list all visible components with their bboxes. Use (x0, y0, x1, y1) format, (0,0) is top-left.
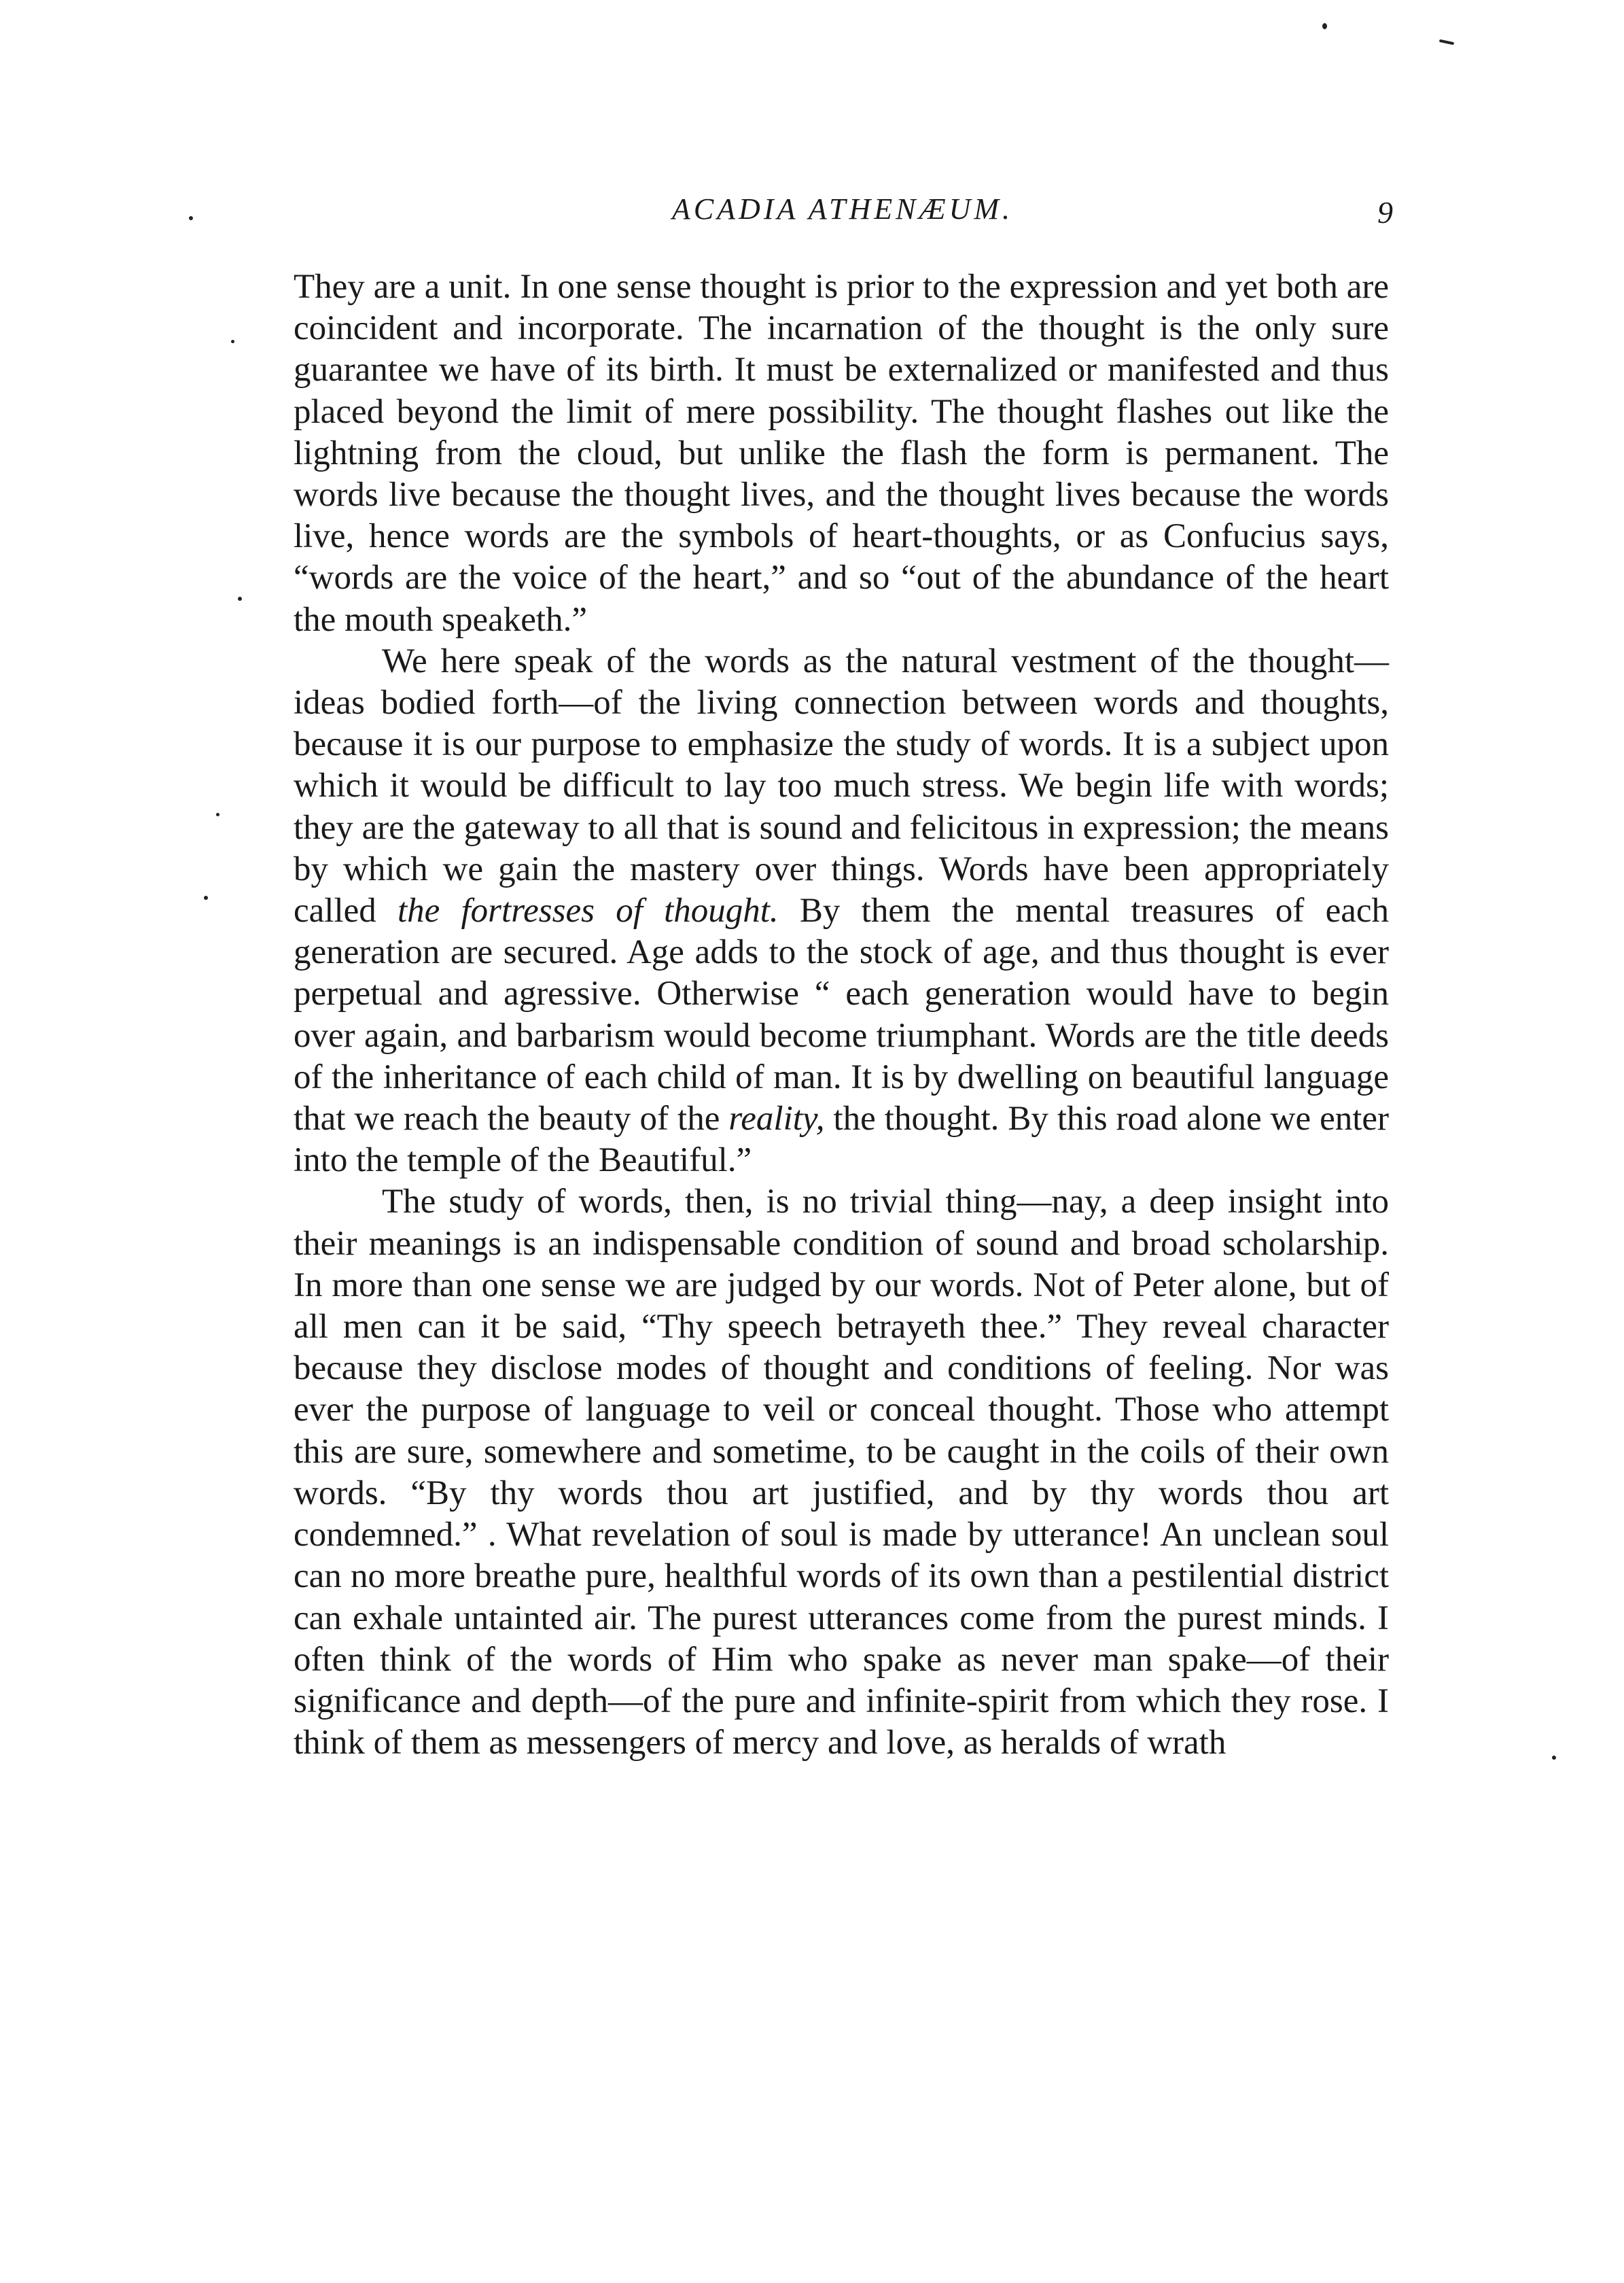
scan-speck (1322, 23, 1327, 29)
text-run: By them the mental treasures of each generation are secured. Age adds to the stock of age, and thus thought is ever perpetual and agressive. Otherwise “ each generation would have to begin over again, and barbarism would become triumphant. Words are the title deeds of the inheritance of each child of man. It is by dwelling on beautiful language that we reach the beauty of the (294, 892, 1389, 1138)
scan-speck (1439, 39, 1454, 45)
scan-speck (1552, 1756, 1556, 1760)
scan-speck (231, 340, 234, 343)
scan-speck (238, 597, 242, 601)
running-head (292, 192, 1393, 246)
running-title: ACADIA ATHENÆUM. (671, 192, 1014, 226)
body-text (294, 266, 1389, 1764)
scan-speck (216, 813, 219, 816)
text-run: They are a unit. In one sense thought is prior to the expression and yet both are coincident and incorporate. The incarnation of the thought is the only sure guarantee we have of its birth. It must be externalized or manifested and thus placed beyond the limit of mere possibility. The thought flashes out like the lightning from the cloud, but unlike the flash the form is permanent. The words live because the thought lives, and the thought lives because the words live, hence words are the symbols of heart-thoughts, or as Confucius says, “words are the voice of the heart,” and so “out of the abundance of the heart the mouth speaketh.” (294, 268, 1389, 639)
paragraph (294, 266, 1389, 641)
page-number: 9 (1377, 195, 1393, 230)
italic-phrase: the fortresses of thought. (397, 892, 779, 930)
text-run: We here speak of the words as the natural vestment of the thought—ideas bodied forth—of the living connection between words and thoughts, because it is our purpose to emphasize the study of words. It is a subject upon which it would be difficult to lay too much stress. We begin life with words; they are the gateway to all that is sound and felicitous in expression; the means by which we gain the mastery over things. Words have been appropriately called (294, 642, 1389, 930)
paragraph (294, 641, 1389, 1182)
text-run: The study of words, then, is no trivial thing—nay, a deep insight into their meanings is an indispensable condition of sound and broad scholarship. In more than one sense we are judged by our words. Not of Peter alone, but of all men can it be said, “Thy speech betrayeth thee.” They reveal character because they disclose modes of thought and conditions of feeling. Nor was ever the purpose of language to veil or conceal thought. Those who attempt this are sure, somewhere and sometime, to be caught in the coils of their own words. “By thy words thou art justified, and by thy words thou art condemned.” . What revelation of soul is made by utterance! An unclean soul can no more breathe pure, healthful words of its own than a pestilential district can exhale untainted air. The purest utterances come from the purest minds. I often think of the words of Him who spake as never man spake—of their significance and depth—of the pure and infinite-spirit from which they rose. I think of them as messengers of mercy and love, as heralds of wrath (294, 1183, 1389, 1762)
text-run: the thought. By this road alone we enter into the temple of the Beautiful.” (294, 1100, 1389, 1180)
italic-phrase: reality, (728, 1100, 825, 1138)
scan-speck (204, 896, 208, 900)
scan-speck (189, 216, 193, 220)
paragraph (294, 1181, 1389, 1764)
